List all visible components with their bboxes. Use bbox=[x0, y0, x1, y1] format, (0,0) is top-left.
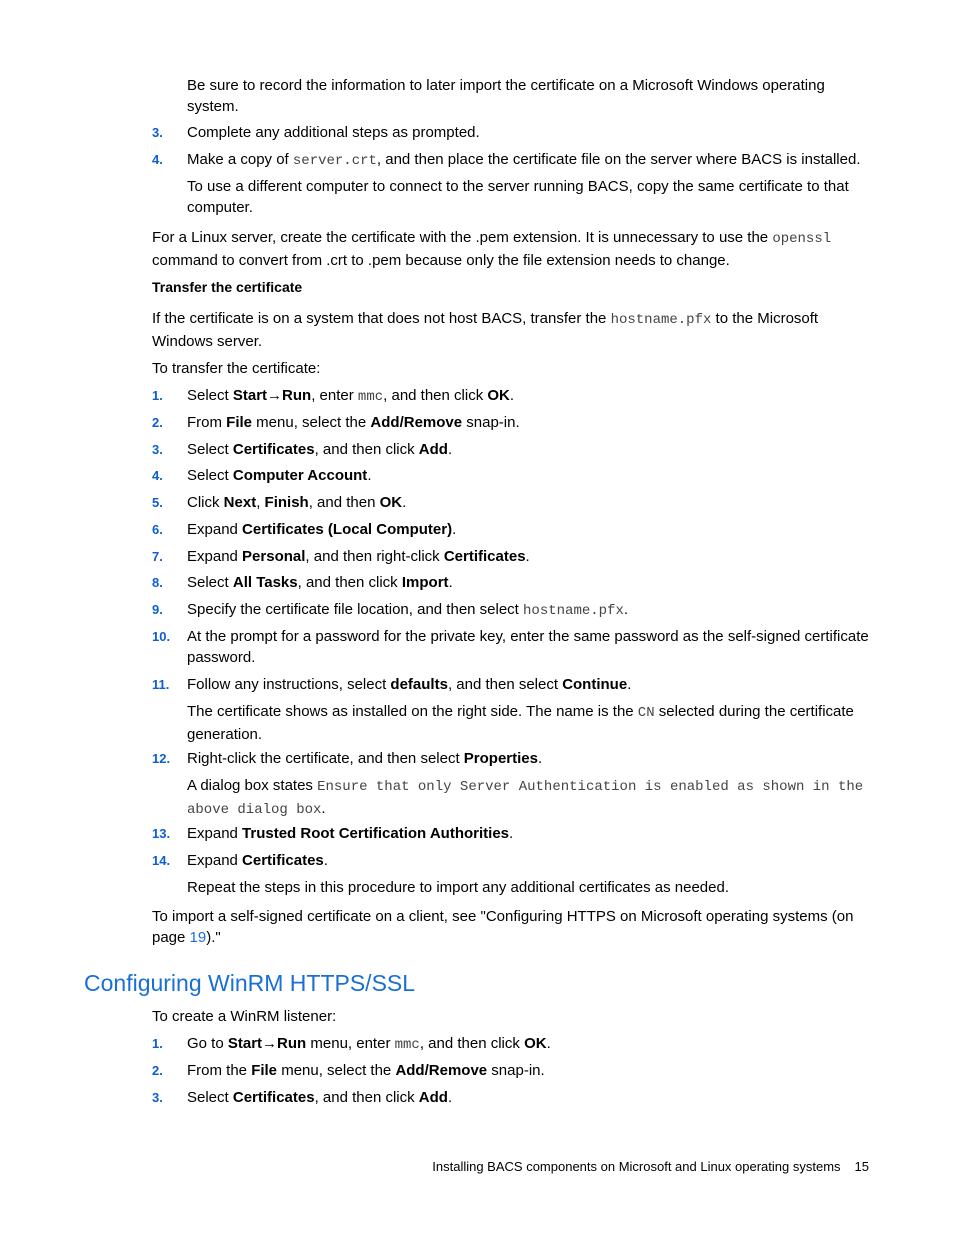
step-text: Follow any instructions, select defaults, and then select Continue. bbox=[187, 676, 632, 693]
step-text: Select All Tasks, and then click Import. bbox=[187, 574, 453, 591]
step-text: Expand Trusted Root Certification Authorities. bbox=[187, 825, 514, 842]
code-text: mmc bbox=[357, 389, 384, 405]
step-number: 14. bbox=[152, 853, 171, 868]
step-number: 13. bbox=[152, 826, 171, 841]
linux-paragraph: For a Linux server, create the certificate with the .pem extension. It is unnecessary to use the openssl command to convert from .crt to .pem because only the file extension needs to change. bbox=[152, 229, 832, 269]
step-number: 9. bbox=[152, 602, 163, 617]
step-note: The certificate shows as installed on the right side. The name is the CN selected during the certificate generation. bbox=[187, 703, 854, 743]
step-number: 3. bbox=[152, 125, 163, 140]
section-title: Configuring WinRM HTTPS/SSL bbox=[84, 970, 416, 996]
step-note: Repeat the steps in this procedure to import any additional certificates as needed. bbox=[187, 879, 729, 896]
code-text: Ensure that only Server Authentication is enabled as shown in the above dialog box bbox=[187, 779, 864, 818]
step-text: Select Start→Run, enter mmc, and then click OK. bbox=[187, 387, 515, 405]
page-footer bbox=[432, 1158, 869, 1176]
code-text: server.crt bbox=[292, 153, 377, 169]
step-text: From the File menu, select the Add/Remove snap-in. bbox=[187, 1062, 545, 1079]
code-text: hostname.pfx bbox=[523, 603, 624, 619]
step-number: 1. bbox=[152, 388, 163, 403]
transfer-paragraph: If the certificate is on a system that does not host BACS, transfer the hostname.pfx to the Microsoft Windows server. bbox=[152, 310, 819, 350]
step-text: Select Certificates, and then click Add. bbox=[187, 1089, 453, 1106]
transfer-lead: To transfer the certificate: bbox=[152, 360, 321, 377]
step-number: 1. bbox=[152, 1036, 163, 1051]
step-text: Right-click the certificate, and then select Properties. bbox=[187, 750, 543, 767]
step-text: Click Next, Finish, and then OK. bbox=[187, 494, 407, 511]
footer-title: Installing BACS components on Microsoft and Linux operating systems bbox=[432, 1159, 841, 1174]
step-number: 8. bbox=[152, 575, 163, 590]
section-heading: Transfer the certificate bbox=[152, 279, 303, 295]
step-number: 3. bbox=[152, 1090, 163, 1105]
step-text: At the prompt for a password for the private key, enter the same password as the self-signed certificate password. bbox=[187, 628, 869, 666]
code-text: CN bbox=[637, 705, 655, 721]
step-text: Select Certificates, and then click Add. bbox=[187, 441, 453, 458]
page-number: 15 bbox=[854, 1159, 869, 1174]
step-note: To use a different computer to connect to the server running BACS, copy the same certificate to that computer. bbox=[187, 178, 849, 216]
step-number: 6. bbox=[152, 522, 163, 537]
step-text: Expand Certificates. bbox=[187, 852, 328, 869]
step-number: 2. bbox=[152, 415, 163, 430]
step-number: 12. bbox=[152, 751, 171, 766]
page-link[interactable]: 19 bbox=[189, 929, 207, 946]
step-text: Expand Certificates (Local Computer). bbox=[187, 521, 457, 538]
code-text: hostname.pfx bbox=[610, 312, 712, 328]
step-text: Expand Personal, and then right-click Certificates. bbox=[187, 548, 530, 565]
code-text: openssl bbox=[772, 231, 832, 247]
step-number: 4. bbox=[152, 152, 163, 167]
step-text: Go to Start→Run menu, enter mmc, and then click OK. bbox=[187, 1035, 551, 1053]
step-number: 4. bbox=[152, 468, 163, 483]
step-number: 11. bbox=[152, 677, 170, 692]
step-number: 7. bbox=[152, 549, 163, 564]
step-number: 3. bbox=[152, 442, 163, 457]
step-number: 5. bbox=[152, 495, 163, 510]
step-text: Select Computer Account. bbox=[187, 467, 372, 484]
code-text: mmc bbox=[394, 1037, 420, 1053]
step-number: 2. bbox=[152, 1063, 163, 1078]
step-text: From File menu, select the Add/Remove snap-in. bbox=[187, 414, 520, 431]
step-note: A dialog box states Ensure that only Server Authentication is enabled as shown in the above dialog box. bbox=[187, 777, 864, 818]
winrm-lead: To create a WinRM listener: bbox=[152, 1008, 337, 1025]
step-text: Specify the certificate file location, and then select hostname.pfx. bbox=[187, 601, 629, 619]
step-number: 10. bbox=[152, 629, 171, 644]
step-text: Complete any additional steps as prompted. bbox=[187, 124, 480, 141]
record-note: Be sure to record the information to later import the certificate on a Microsoft Windows operating system. bbox=[187, 77, 825, 115]
step-text: Make a copy of server.crt, and then place the certificate file on the server where BACS is installed. bbox=[187, 151, 861, 169]
client-paragraph: To import a self-signed certificate on a client, see "Configuring HTTPS on Microsoft operating systems (on page 19)." bbox=[152, 908, 854, 946]
